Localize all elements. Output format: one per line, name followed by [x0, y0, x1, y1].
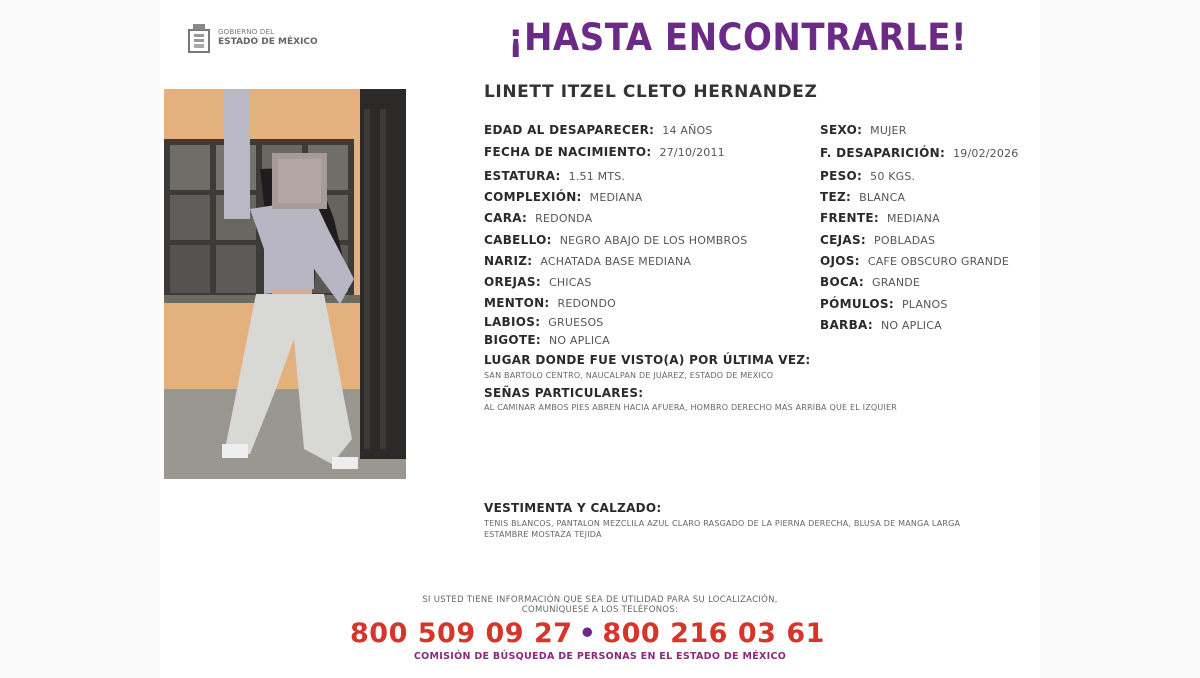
left-margin: [0, 0, 160, 678]
value-cejas: POBLADAS: [874, 234, 936, 247]
field-menton: [484, 296, 616, 310]
clothing-label: VESTIMENTA Y CALZADO:: [484, 501, 662, 515]
value-nariz: ACHATADA BASE MEDIANA: [540, 255, 692, 268]
label-sexo: SEXO:: [820, 123, 863, 137]
phone-2[interactable]: 800 216 03 61: [602, 618, 825, 649]
field-sexo: [820, 123, 907, 137]
value-pomulos: PLANOS: [901, 298, 948, 311]
commission-name: COMISIÓN DE BÚSQUEDA DE PERSONAS EN EL ESTADO DE MÉXICO: [413, 651, 787, 662]
value-cabello: NEGRO ABAJO DE LOS HOMBROS: [559, 234, 748, 247]
value-fecha-desaparicion: 19/02/2026: [953, 147, 1019, 160]
phone-1[interactable]: 800 509 09 27: [350, 618, 573, 649]
label-labios: LABIOS:: [484, 315, 541, 329]
field-boca: [820, 275, 920, 289]
marks-value: AL CAMINAR AMBOS PIES ABREN HACIA AFUERA, HOMBRO DERECHO MAS ARRIBA QUE EL IZQUIER: [484, 403, 898, 412]
label-barba: BARBA:: [820, 318, 873, 332]
field-fecha-nacimiento: [484, 145, 725, 159]
value-fecha-nacimiento: 27/10/2011: [659, 146, 725, 159]
label-tez: TEZ:: [820, 190, 852, 204]
field-cara: [484, 211, 592, 225]
field-complexion: [484, 190, 643, 204]
headline: ¡HASTA ENCONTRARLE!: [508, 16, 967, 59]
label-frente: FRENTE:: [820, 211, 879, 225]
label-boca: BOCA:: [820, 275, 864, 289]
field-fecha-desaparicion: [820, 146, 1018, 160]
value-edad: 14 AÑOS: [662, 124, 713, 137]
label-estatura: ESTATURA:: [484, 169, 561, 183]
info-line1: SI USTED TIENE INFORMACIÓN QUE SEA DE UTILIDAD PARA SU LOCALIZACIÓN,: [422, 595, 778, 605]
value-frente: MEDIANA: [886, 212, 940, 225]
value-estatura: 1.51 MTS.: [568, 170, 626, 183]
field-nariz: [484, 254, 691, 268]
label-cejas: CEJAS:: [820, 233, 866, 247]
field-orejas: [484, 275, 592, 289]
label-menton: MENTON:: [484, 296, 550, 310]
phone-numbers: [350, 618, 850, 649]
right-margin: [1040, 0, 1200, 678]
value-bigote: NO APLICA: [548, 334, 610, 347]
value-cara: REDONDA: [535, 212, 593, 225]
field-edad: [484, 123, 713, 137]
clothing-line1: TENIS BLANCOS, PANTALON MEZCLILA AZUL CLARO RASGADO DE LA PIERNA DERECHA, BLUSA DE MANGA LARGA: [484, 519, 961, 528]
field-pomulos: [820, 297, 948, 311]
field-cabello: [484, 233, 747, 247]
field-bigote: [484, 333, 610, 347]
label-ojos: OJOS:: [820, 254, 860, 268]
field-labios: [484, 315, 604, 329]
clothing-line2: ESTAMBRE MOSTAZA TEJIDA: [484, 530, 602, 539]
info-line2: COMUNÍQUESE A LOS TELÉFONOS:: [521, 605, 679, 615]
value-tez: BLANCA: [859, 191, 906, 204]
label-cabello: CABELLO:: [484, 233, 552, 247]
label-orejas: OREJAS:: [484, 275, 541, 289]
value-orejas: CHICAS: [548, 276, 592, 289]
photo-illustration: [164, 89, 406, 479]
value-sexo: MUJER: [870, 124, 907, 137]
value-labios: GRUESOS: [548, 316, 604, 329]
last-seen-value: SAN BARTOLO CENTRO, NAUCALPAN DE JUÁREZ, ESTADO DE MEXICO: [484, 371, 774, 380]
value-ojos: CAFE OBSCURO GRANDE: [867, 255, 1010, 268]
state-seal-icon: [186, 22, 212, 54]
logo-line1: GOBIERNO DEL: [218, 28, 275, 36]
label-bigote: BIGOTE:: [484, 333, 541, 347]
field-barba: [820, 318, 942, 332]
field-cejas: [820, 233, 935, 247]
label-pomulos: PÓMULOS:: [820, 297, 894, 311]
label-peso: PESO:: [820, 169, 863, 183]
field-ojos: [820, 254, 1009, 268]
last-seen-label: LUGAR DONDE FUE VISTO(A) POR ÚLTIMA VEZ:: [484, 353, 811, 367]
value-barba: NO APLICA: [880, 319, 942, 332]
label-complexion: COMPLEXIÓN:: [484, 190, 582, 204]
field-frente: [820, 211, 940, 225]
field-tez: [820, 190, 905, 204]
person-name: LINETT ITZEL CLETO HERNANDEZ: [484, 82, 818, 102]
label-fecha-nacimiento: FECHA DE NACIMIENTO:: [484, 145, 652, 159]
government-logo: [186, 22, 318, 54]
value-boca: GRANDE: [871, 276, 921, 289]
field-peso: [820, 169, 915, 183]
person-photo: [164, 89, 406, 479]
phone-separator: •: [578, 618, 597, 649]
value-menton: REDONDO: [557, 297, 616, 310]
marks-label: SEÑAS PARTICULARES:: [484, 386, 644, 400]
value-peso: 50 KGS.: [870, 170, 916, 183]
label-fecha-desaparicion: F. DESAPARICIÓN:: [820, 146, 946, 160]
label-edad: EDAD AL DESAPARECER:: [484, 123, 655, 137]
label-nariz: NARIZ:: [484, 254, 533, 268]
label-cara: CARA:: [484, 211, 528, 225]
logo-line2: ESTADO DE MÉXICO: [218, 37, 318, 47]
value-complexion: MEDIANA: [589, 191, 643, 204]
field-estatura: [484, 169, 625, 183]
